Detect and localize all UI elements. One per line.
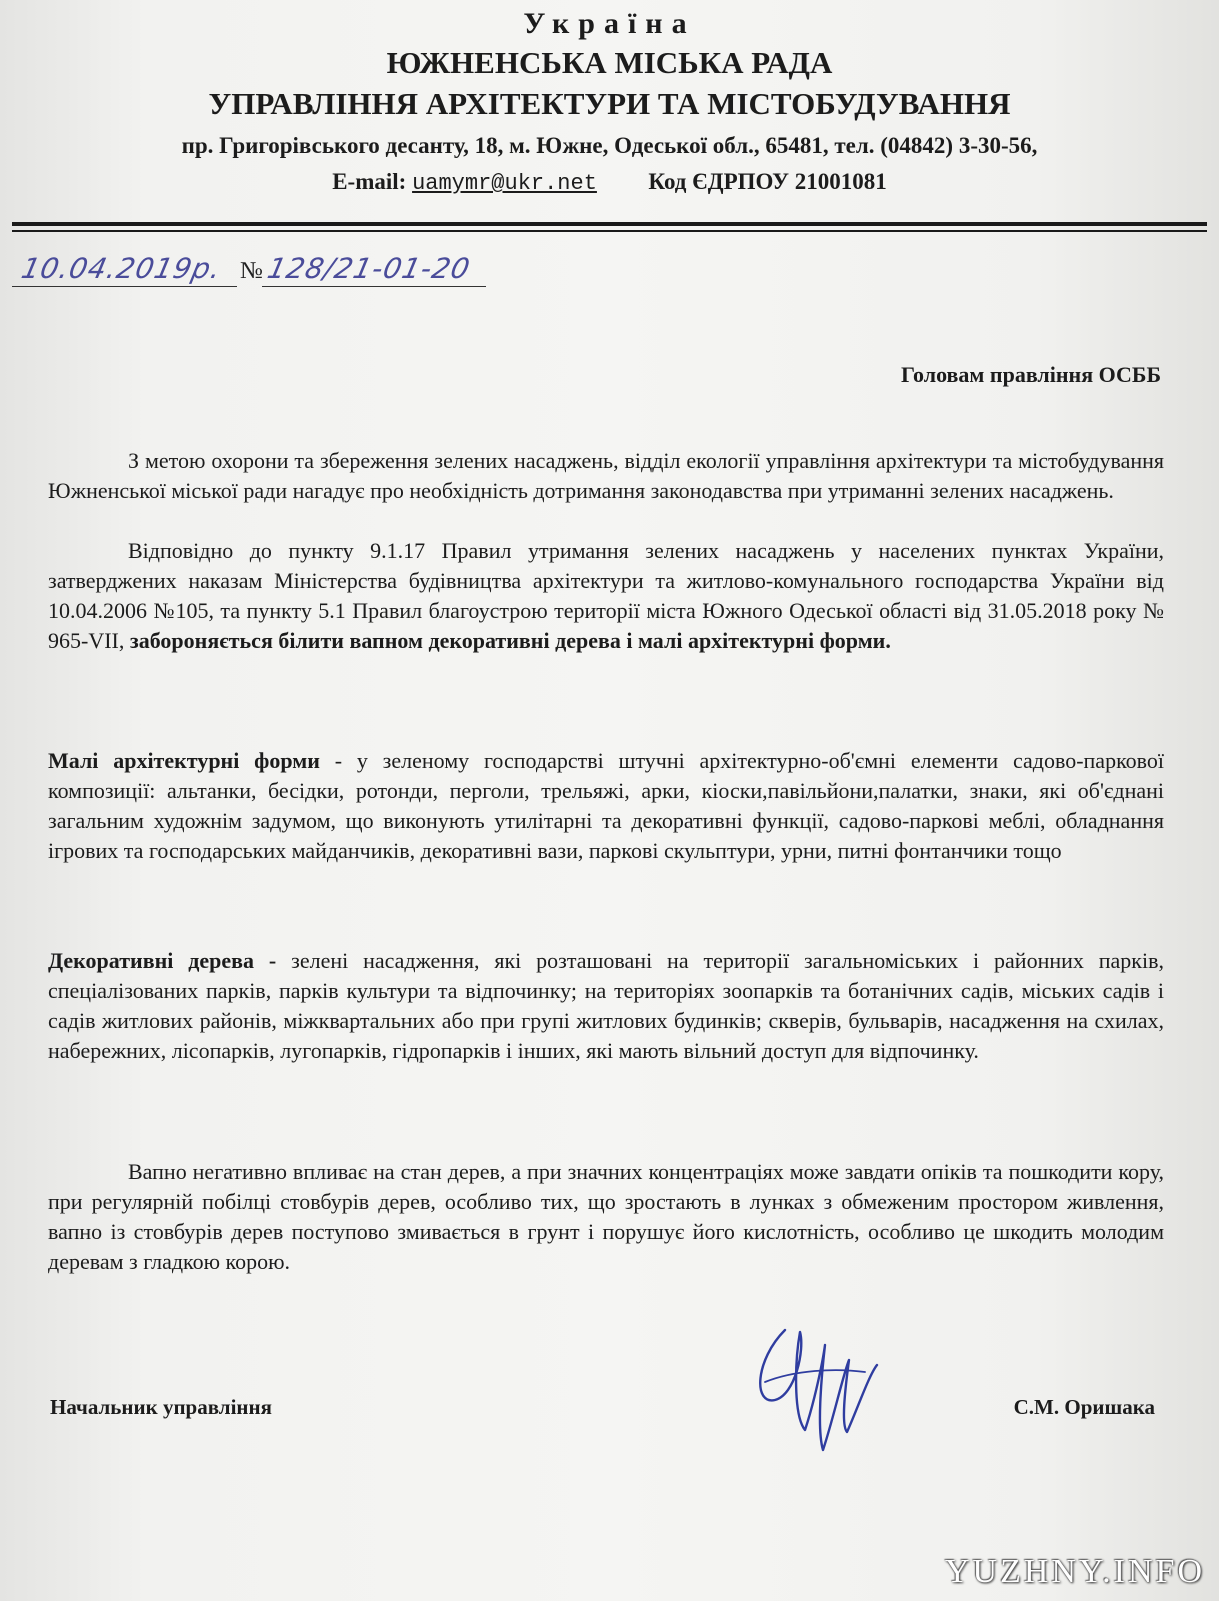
prohibition-statement: забороняється білити вапном декоративні дерева і малі архітектурні форми. — [129, 628, 891, 653]
paragraph-legal-basis: Відповідно до пункту 9.1.17 Правил утримання зелених насаджень у населених пунктах України, затверджених наказам Міністерства будівництва архітектури та житлово-комунального господарства України від 10.04.2006 №105, та пункту 5.1 Правил благоустрою території міста Южного Одеської області від 31.05.2018 року № 965-VII, забороняється білити вапном декоративні дерева і малі архітектурні форми. — [48, 538, 1164, 653]
number-sign: № — [240, 258, 263, 284]
site-watermark: YUZHNY.INFO — [945, 1553, 1205, 1590]
addressee: Головам правління ОСББ — [900, 362, 1161, 387]
email-link[interactable]: uamymr@ukr.net — [412, 171, 597, 196]
email-label: E-mail: — [332, 169, 407, 194]
paragraph-intro: З метою охорони та збереження зелених насаджень, відділ екології управління архітектури та містобудування Южненської міської ради нагадує про необхідність дотримання законодавства при утриманні зелених насаджень. — [48, 448, 1164, 503]
letterhead — [0, 6, 1219, 202]
letterhead-contacts — [0, 164, 1219, 202]
registration-date: 10.04.2019р. — [18, 252, 225, 285]
edrpou-code: 21001081 — [794, 169, 887, 194]
term-small-forms: Малі архітектурні форми — [48, 748, 320, 773]
letterhead-department: УПРАВЛІННЯ АРХІТЕКТУРИ ТА МІСТОБУДУВАННЯ — [208, 86, 1011, 121]
number-underline — [262, 286, 486, 287]
letterhead-country: Україна — [523, 7, 696, 40]
header-divider-thin — [12, 230, 1207, 232]
signoff-position: Начальник управління — [50, 1395, 272, 1419]
signoff-name: С.М. Оришака — [1013, 1395, 1155, 1419]
letterhead-address: пр. Григорівського десанту, 18, м. Южне, Одеської обл., 65481, тел. (04842) 3-30-56, — [181, 133, 1038, 158]
paragraph-small-forms-definition: Малі архітектурні форми - у зеленому господарстві штучні архітектурно-об'ємні елементи садово-паркової композиції: альтанки, бесідки, ротонди, перголи, трельяжі, арки, кіоски,павільйони,палатки, знаки, які об'єднані загальним художнім задумом, що виконують утилітарні та декоративні функції, садово-паркові меблі, обладнання ігрових та господарських майданчиків, декоративні вази, паркові скульптури, урни, питні фонтанчики тощо — [48, 748, 1164, 863]
paragraph-decorative-trees-definition: Декоративні дерева - зелені насадження, які розташовані на території загальноміських і районних парків, спеціалізованих парків, парків культури та відпочинку; на територіях зоопарків та ботанічних садів, міських садів і садів житлових районів, міжквартальних або при групі житлових будинків; скверів, бульварів, насадження на схилах, набережних, лісопарків, лугопарків, гідропарків і інших, які мають вільний доступ для відпочинку. — [48, 948, 1164, 1063]
handwritten-signature — [745, 1320, 895, 1460]
header-divider-thick — [12, 222, 1207, 226]
date-underline — [12, 286, 237, 287]
paragraph-lime-effects: Вапно негативно впливає на стан дерев, а при значних концентраціях може завдати опіків та пошкодити кору, при регулярній побілці стовбурів дерев, особливо тих, що зростають в лунках з обмеженим простором живлення, вапно із стовбурів дерев поступово змивається в грунт і порушує його кислотність, особливо це шкодить молодим деревам з гладкою корою. — [48, 1159, 1164, 1274]
term-decorative-trees: Декоративні дерева - — [48, 948, 277, 973]
registration-number: 128/21-01-20 — [264, 252, 474, 285]
letterhead-council: ЮЖНЕНСЬКА МІСЬКА РАДА — [386, 45, 833, 80]
edrpou-label: Код ЄДРПОУ — [648, 169, 790, 194]
